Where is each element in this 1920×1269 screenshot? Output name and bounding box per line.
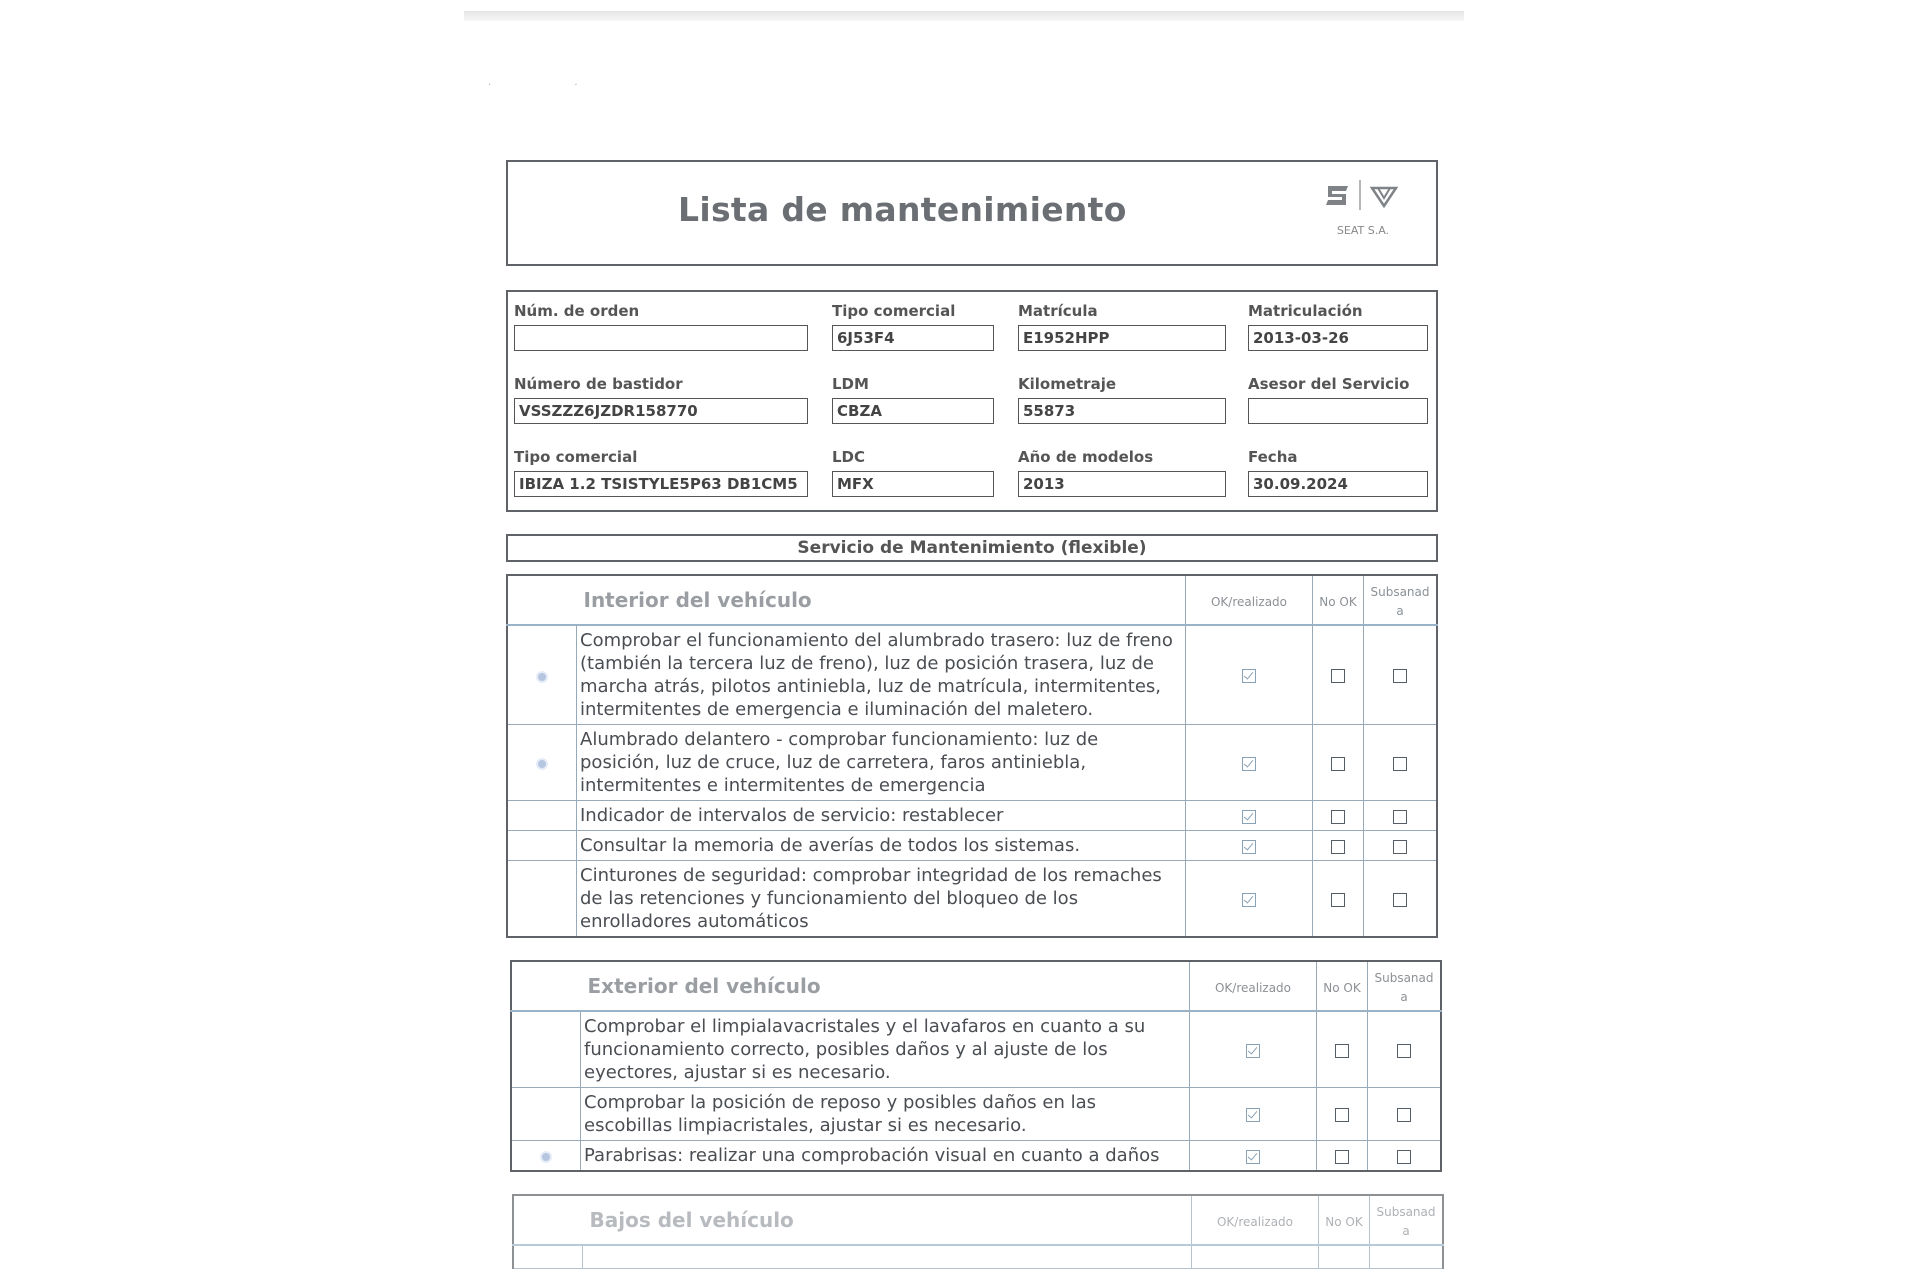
col-no-ok-header: No OK: [1325, 1214, 1363, 1229]
checklist-row: [511, 1011, 1441, 1088]
seat-cupra-logo: [1318, 176, 1408, 238]
fecha-label: Fecha: [1248, 448, 1298, 466]
logo-caption: SEAT S.A.: [1336, 224, 1390, 237]
subsanado-checkbox[interactable]: [1397, 1108, 1411, 1122]
no-ok-checkbox[interactable]: [1331, 893, 1345, 907]
checklist-row: [507, 625, 1437, 725]
scan-artifact: · ·: [488, 80, 618, 91]
ok-checkbox[interactable]: [1246, 1108, 1260, 1122]
subsanado-checkbox[interactable]: [1393, 810, 1407, 824]
ok-checkbox[interactable]: [1242, 669, 1256, 683]
ok-checkbox[interactable]: [1246, 1150, 1260, 1164]
ok-checkbox[interactable]: [1242, 810, 1256, 824]
no-ok-checkbox[interactable]: [1335, 1044, 1349, 1058]
col-no-ok-header: No OK: [1323, 980, 1361, 995]
fecha-field: [1248, 448, 1428, 497]
subsanado-checkbox[interactable]: [1393, 757, 1407, 771]
section-interior: [506, 574, 1438, 938]
checklist-item-text: Cinturones de seguridad: comprobar integridad de los remaches de las retenciones y funcionamiento del bloqueo de los enrolladores automáticos: [580, 865, 1162, 932]
checklist-item-text: Alumbrado delantero - comprobar funcionamiento: luz de posición, luz de cruce, luz de carretera, faros antiniebla, intermitentes e intermitentes de emergencia: [580, 729, 1099, 796]
no-ok-checkbox[interactable]: [1335, 1108, 1349, 1122]
checklist-item-text: Parabrisas: realizar una comprobación visual en cuanto a daños: [584, 1145, 1160, 1166]
no-ok-checkbox[interactable]: [1331, 840, 1345, 854]
matriculacion-value[interactable]: 2013-03-26: [1248, 325, 1428, 351]
col-subsanado-header: Subsanad a: [1370, 585, 1430, 618]
section-title: Exterior del vehículo: [587, 974, 821, 998]
checklist-item-text: Comprobar la posición de reposo y posibles daños en las escobillas limpiacristales, ajustar si es necesario.: [584, 1092, 1096, 1136]
brand-logo-icon: [1318, 176, 1408, 222]
matriculacion-label: Matriculación: [1248, 302, 1363, 320]
numero-bastidor-field: [514, 375, 808, 424]
checklist-item-text: Indicador de intervalos de servicio: restablecer: [580, 805, 1004, 826]
num-orden-field: [514, 302, 808, 351]
subsanado-checkbox[interactable]: [1397, 1044, 1411, 1058]
mark-dot-icon: [538, 673, 546, 681]
fecha-value[interactable]: 30.09.2024: [1248, 471, 1428, 497]
section-header: [511, 961, 1441, 1011]
ok-checkbox[interactable]: [1242, 840, 1256, 854]
subsanado-checkbox[interactable]: [1393, 669, 1407, 683]
ldc-field: [832, 448, 994, 497]
ldc-value[interactable]: MFX: [832, 471, 994, 497]
tipo-comercial-field: [832, 302, 994, 351]
asesor-field: [1248, 375, 1428, 424]
asesor-label: Asesor del Servicio: [1248, 375, 1410, 393]
matriculacion-field: [1248, 302, 1428, 351]
section-title: Interior del vehículo: [583, 588, 812, 612]
checklist-row: [511, 1088, 1441, 1141]
tipo-comercial-2-label: Tipo comercial: [514, 448, 638, 466]
col-subsanado-header: Subsanad a: [1374, 971, 1434, 1004]
tipo-comercial-2-value[interactable]: IBIZA 1.2 TSISTYLE5P63 DB1CM5: [514, 471, 808, 497]
section-header: [513, 1195, 1443, 1245]
tipo-comercial-2-field: [514, 448, 808, 497]
ldm-field: [832, 375, 994, 424]
col-ok-header: OK/realizado: [1214, 980, 1292, 995]
checklist-row: [507, 801, 1437, 831]
kilometraje-value[interactable]: 55873: [1018, 398, 1226, 424]
checklist-row: [507, 861, 1437, 938]
ok-checkbox[interactable]: [1242, 893, 1256, 907]
page-title: Lista de mantenimiento: [678, 190, 1127, 229]
kilometraje-label: Kilometraje: [1018, 375, 1117, 393]
checklist-item-text: Comprobar el funcionamiento del alumbrado trasero: luz de freno (también la tercera luz de freno), luz de posición trasera, luz de marcha atrás, pilotos antiniebla, luz de matrícula, intermitentes, intermitentes de emergencia e iluminación del maletero.: [580, 630, 1173, 720]
checklist-item-text: Consultar la memoria de averías de todos los sistemas.: [580, 835, 1081, 856]
scan-edge: [464, 11, 1464, 21]
partial-row: [513, 1245, 1443, 1269]
ldm-label: LDM: [832, 375, 869, 393]
no-ok-checkbox[interactable]: [1331, 757, 1345, 771]
numero-bastidor-label: Número de bastidor: [514, 375, 683, 393]
mark-dot-icon: [538, 760, 546, 768]
matricula-label: Matrícula: [1018, 302, 1098, 320]
subsanado-checkbox[interactable]: [1397, 1150, 1411, 1164]
anio-modelos-label: Año de modelos: [1018, 448, 1154, 466]
matricula-field: [1018, 302, 1226, 351]
checklist-row: [511, 1141, 1441, 1172]
no-ok-checkbox[interactable]: [1331, 669, 1345, 683]
tipo-comercial-label: Tipo comercial: [832, 302, 956, 320]
service-title: Servicio de Mantenimiento (flexible): [506, 534, 1438, 562]
matricula-value[interactable]: E1952HPP: [1018, 325, 1226, 351]
checklist-row: [507, 725, 1437, 801]
ldc-label: LDC: [832, 448, 866, 466]
section-bajos: [512, 1194, 1444, 1269]
vehicle-info-box: [506, 290, 1438, 512]
tipo-comercial-value[interactable]: 6J53F4: [832, 325, 994, 351]
subsanado-checkbox[interactable]: [1393, 893, 1407, 907]
maintenance-sheet: [506, 160, 1438, 1269]
section-title: Bajos del vehículo: [589, 1208, 794, 1232]
ldm-value[interactable]: CBZA: [832, 398, 994, 424]
mark-dot-icon: [542, 1153, 550, 1161]
ok-checkbox[interactable]: [1246, 1044, 1260, 1058]
anio-modelos-field: [1018, 448, 1226, 497]
col-subsanado-header: Subsanad a: [1376, 1205, 1436, 1238]
checklist-item-text: Comprobar el limpialavacristales y el lavafaros en cuanto a su funcionamiento correcto, posibles daños y al ajuste de los eyectores, ajustar si es necesario.: [584, 1016, 1146, 1083]
num-orden-value[interactable]: [514, 325, 808, 351]
no-ok-checkbox[interactable]: [1331, 810, 1345, 824]
col-ok-header: OK/realizado: [1216, 1214, 1294, 1229]
no-ok-checkbox[interactable]: [1335, 1150, 1349, 1164]
subsanado-checkbox[interactable]: [1393, 840, 1407, 854]
ok-checkbox[interactable]: [1242, 757, 1256, 771]
numero-bastidor-value[interactable]: VSSZZZ6JZDR158770: [514, 398, 808, 424]
col-ok-header: OK/realizado: [1210, 594, 1288, 609]
checklist-row: [507, 831, 1437, 861]
kilometraje-field: [1018, 375, 1226, 424]
asesor-value[interactable]: [1248, 398, 1428, 424]
col-no-ok-header: No OK: [1319, 594, 1357, 609]
num-orden-label: Núm. de orden: [514, 302, 640, 320]
section-header: [507, 575, 1437, 625]
anio-modelos-value[interactable]: 2013: [1018, 471, 1226, 497]
header-box: [506, 160, 1438, 266]
section-exterior: [510, 960, 1442, 1172]
